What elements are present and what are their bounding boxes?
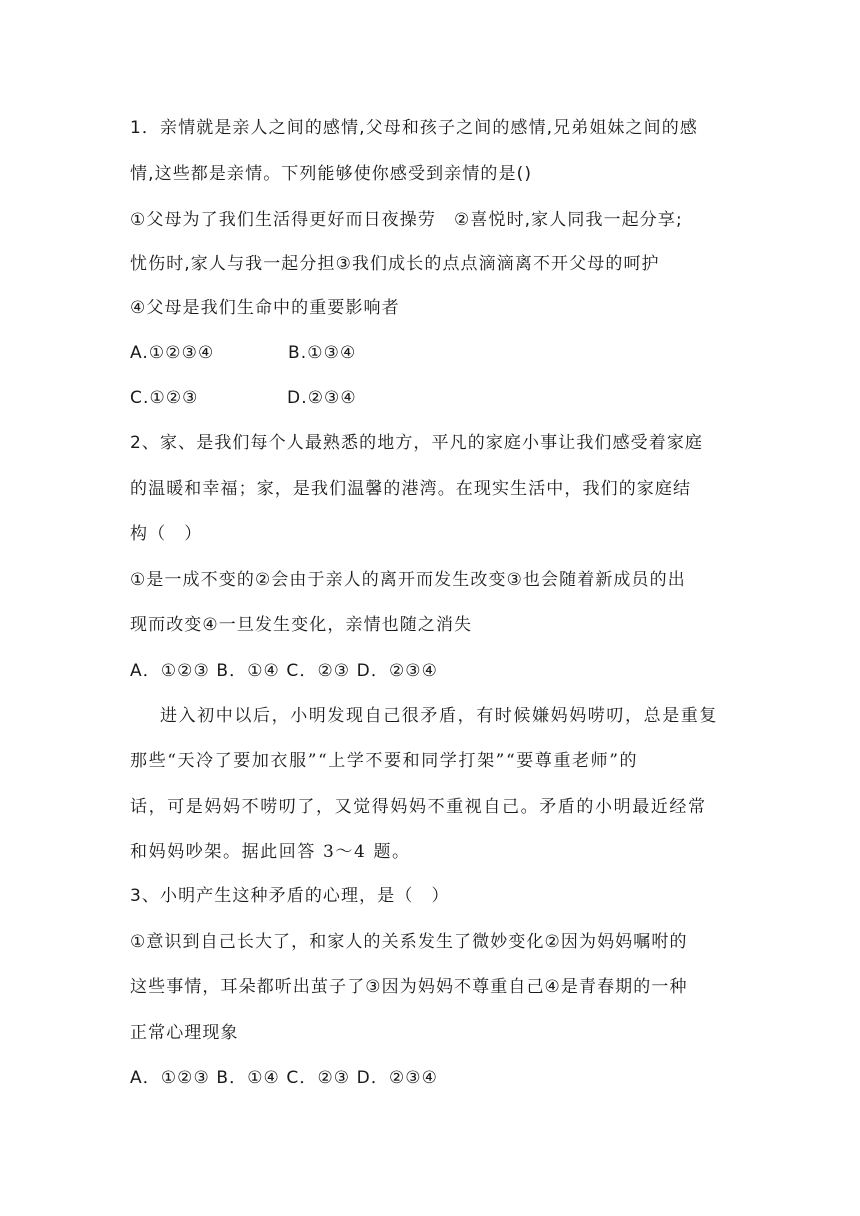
passage-line-3: 话，可是妈妈不唠叨了，又觉得妈妈不重视自己。矛盾的小明最近经常 (130, 797, 707, 817)
q1-statement-line-3: ④父母是我们生命中的重要影响者 (130, 298, 400, 318)
q1-option-d: D.②③④ (287, 388, 357, 408)
q1-option-b: B.①③④ (288, 343, 357, 363)
q1-stem-line-1: 1．亲情就是亲人之间的感情,父母和孩子之间的感情,兄弟姐妹之间的感 (130, 118, 698, 138)
q2-statement-line-2: 现而改变④一旦发生变化，亲情也随之消失 (130, 615, 473, 635)
q1-stem-line-2: 情,这些都是亲情。下列能够使你感受到亲情的是() (130, 164, 533, 184)
q1-statement-line-2: 忧伤时,家人与我一起分担③我们成长的点点滴滴离不开父母的呵护 (130, 254, 660, 274)
q3-statement-line-1: ①意识到自己长大了，和家人的关系发生了微妙变化②因为妈妈嘱咐的 (130, 932, 688, 952)
q1-option-c: C.①②③ (130, 388, 199, 408)
q3-statement-line-3: 正常心理现象 (130, 1023, 239, 1043)
q3-statement-line-2: 这些事情，耳朵都听出茧子了③因为妈妈不尊重自己④是青春期的一种 (130, 977, 688, 997)
passage-line-1: 进入初中以后，小明发现自己很矛盾，有时候嫌妈妈唠叨，总是重复 (160, 706, 718, 726)
q3-options: A．①②③ B．①④ C．②③ D．②③④ (130, 1068, 438, 1088)
q2-statement-line-1: ①是一成不变的②会由于亲人的离开而发生改变③也会随着新成员的出 (130, 570, 686, 590)
q2-stem-line-3: 构（ ） (130, 524, 203, 544)
q2-stem-line-2: 的温暖和幸福；家，是我们温馨的港湾。在现实生活中，我们的家庭结 (130, 479, 692, 499)
q2-options: A．①②③ B．①④ C．②③ D．②③④ (130, 661, 438, 681)
q1-option-a: A.①②③④ (130, 343, 215, 363)
q2-stem-line-1: 2、家、是我们每个人最熟悉的地方，平凡的家庭小事让我们感受着家庭 (130, 433, 704, 453)
q3-stem-line-1: 3、小明产生这种矛盾的心理，是（ ） (130, 886, 450, 906)
passage-line-4: 和妈妈吵架。据此回答 3～4 题。 (130, 842, 411, 862)
q1-statement-line-1: ①父母为了我们生活得更好而日夜操劳 ②喜悦时,家人同我一起分享; (130, 210, 683, 230)
passage-line-2: 那些“天冷了要加衣服”“上学不要和同学打架”“要尊重老师”的 (130, 751, 639, 771)
